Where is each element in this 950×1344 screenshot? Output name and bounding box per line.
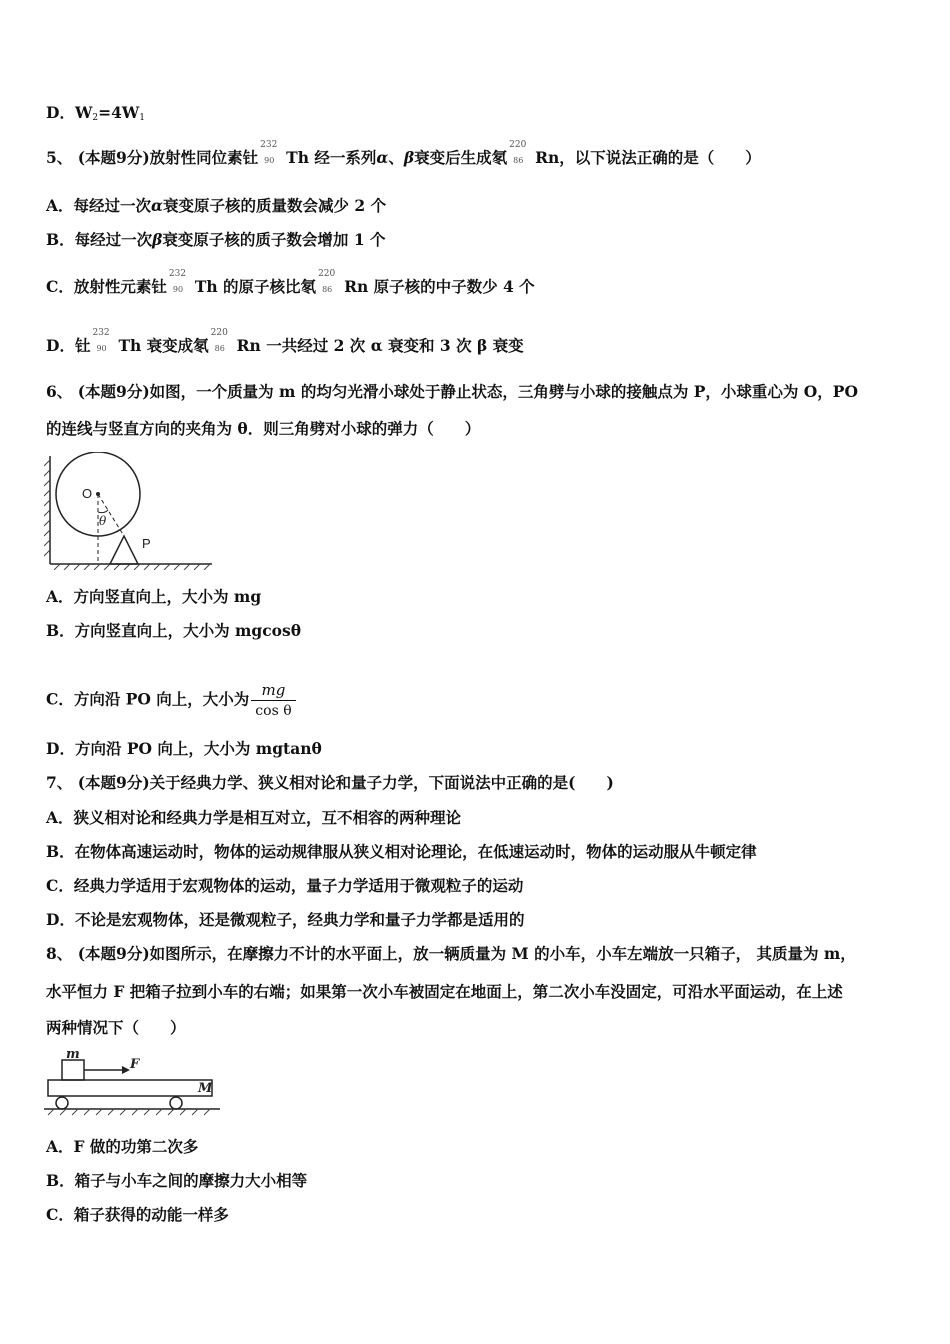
label-f: F [130, 1057, 140, 1072]
option-letter: D． [46, 103, 75, 122]
fraction-mg-over-cos: $\frac{mg}{\text{cos θ}}$ [251, 680, 295, 721]
q4-option-d: D．$W_2=4W_1$ [46, 103, 146, 123]
q8-option-b: B．箱子与小车之间的摩擦力大小相等 [46, 1171, 308, 1190]
cart-body [48, 1080, 212, 1096]
angle-arc [98, 510, 108, 513]
radon-isotope: 220 86 [210, 328, 228, 353]
q7-option-a: A．狭义相对论和经典力学是相互对立，互不相容的两种理论 [46, 808, 462, 827]
q5-stem: 5、 (本题9分)放射性同位素钍 232 90 Th 经一系列α、β衰变后生成氡 220 86 Rn，以下说法正确的是（ ） [46, 140, 761, 167]
thorium-isotope: 232 90 [92, 328, 110, 353]
force-arrow-head [122, 1066, 130, 1074]
wedge-triangle [110, 536, 138, 564]
thorium-isotope: 232 90 [260, 140, 278, 165]
label-theta: θ [99, 514, 107, 528]
thorium-isotope: 232 90 [168, 269, 187, 294]
label-m: m [66, 1048, 80, 1062]
q8-stem-line1: 8、 (本题9分)如图所示，在摩擦力不计的水平面上，放一辆质量为 M 的小车，小车左端放一只箱子， 其质量为 m， [46, 944, 856, 963]
q7-option-c: C．经典力学适用于宏观物体的运动，量子力学适用于微观粒子的运动 [46, 876, 524, 895]
q5-option-a: A．每经过一次α衰变原子核的质量数会减少 2 个 [46, 196, 387, 215]
question-number: 7、 [46, 773, 73, 792]
q6-option-d: D．方向沿 PO 向上，大小为 mgtanθ [46, 739, 322, 758]
question-number: 8、 [46, 944, 73, 963]
q8-option-c: C．箱子获得的动能一样多 [46, 1205, 229, 1224]
question-number: 6、 [46, 382, 73, 401]
q6-option-b: B．方向竖直向上，大小为 mgcosθ [46, 621, 302, 640]
cart-box-figure [44, 1048, 224, 1116]
q6-option-a: A．方向竖直向上，大小为 mg [46, 587, 262, 606]
radon-isotope: 220 86 [509, 140, 527, 165]
q6-option-c: C．方向沿 PO 向上，大小为 $\frac{mg}{\text{cos θ}}$ [46, 680, 296, 721]
label-M: M [198, 1081, 213, 1096]
right-wheel [170, 1097, 182, 1109]
radon-isotope: 220 86 [318, 269, 336, 294]
q7-option-d: D．不论是宏观物体，还是微观粒子，经典力学和量子力学都是适用的 [46, 910, 525, 929]
q5-option-d: D．钍 232 90 Th 衰变成氡 220 86 Rn 一共经过 2 次 α 衰变和 3 次 β 衰变 [46, 328, 524, 355]
q8-option-a: A．F 做的功第二次多 [46, 1137, 199, 1156]
q5-option-c: C．放射性元素钍 232 90 Th 的原子核比氡 220 86 Rn 原子核的中子数少 4 个 [46, 269, 535, 296]
q8-stem-line2: 水平恒力 F 把箱子拉到小车的右端；如果第一次小车被固定在地面上，第二次小车没固定，可沿水平面运动，在上述 [46, 982, 843, 1001]
q7-stem: 7、 (本题9分)关于经典力学、狭义相对论和量子力学，下面说法中正确的是( ) [46, 773, 614, 792]
ground-hatching [48, 1109, 210, 1115]
floor-hatching [54, 564, 210, 570]
label-p: P [142, 536, 151, 551]
q8-stem-line3: 两种情况下（ ） [46, 1018, 186, 1037]
wall-hatching [44, 460, 50, 556]
left-wheel [56, 1097, 68, 1109]
ball-wedge-figure [44, 452, 216, 570]
question-number: 5、 [46, 148, 73, 167]
q7-option-b: B．在物体高速运动时，物体的运动规律服从狭义相对论理论，在低速运动时，物体的运动服从牛顿定律 [46, 842, 757, 861]
box [62, 1060, 84, 1080]
label-o: O [82, 486, 93, 501]
q6-stem-line1: 6、 (本题9分)如图，一个质量为 m 的均匀光滑小球处于静止状态，三角劈与小球的接触点为 P，小球重心为 O，PO [46, 382, 858, 401]
q5-option-b: B．每经过一次β衰变原子核的质子数会增加 1 个 [46, 230, 386, 249]
q6-stem-line2: 的连线与竖直方向的夹角为 θ．则三角劈对小球的弹力（ ） [46, 419, 481, 438]
